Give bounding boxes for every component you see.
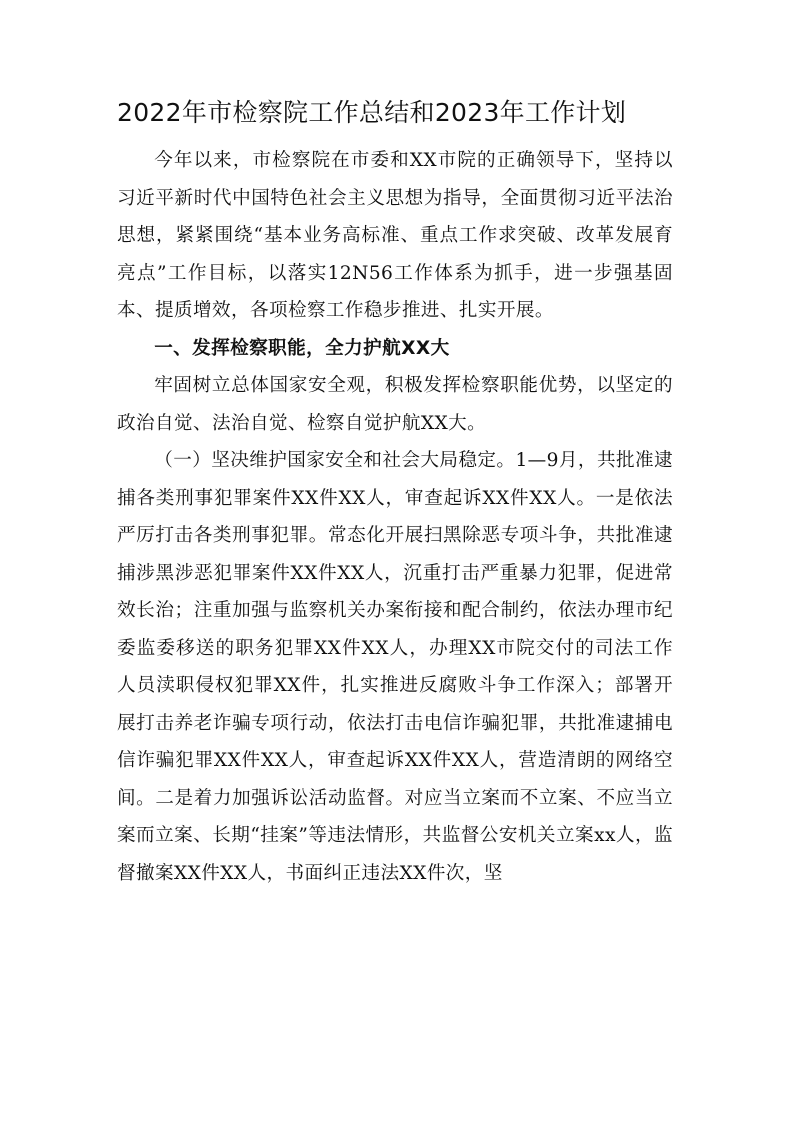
subsection-1-paragraph: （一）坚决维护国家安全和社会大局稳定。1—9月，共批准逮捕各类刑事犯罪案件XX件XX人，审查起诉XX件XX人。一是依法严厉打击各类刑事犯罪。常态化开展扫黑除恶专项斗争，共批准逮捕涉黑涉恶犯罪案件XX件XX人，沉重打击严重暴力犯罪，促进常效长治；注重加强与监察机关办案衔接和配合制约，依法办理市纪委监委移送的职务犯罪XX件XX人，办理XX市院交付的司法工作人员渎职侵权犯罪XX件，扎实推进反腐败斗争工作深入；部署开展打击养老诈骗专项行动，依法打击电信诈骗犯罪，共批准逮捕电信诈骗犯罪XX件XX人，审查起诉XX件XX人，营造清朗的网络空间。二是着力加强诉讼活动监督。对应当立案而不立案、不应当立案而立案、长期“挂案”等违法情形，共监督公安机关立案xx人，监督撤案XX件XX人，书面纠正违法XX件次，坚 xyxy=(117,450,673,884)
section-1-paragraph: 牢固树立总体国家安全观，积极发挥检察职能优势，以坚定的政治自觉、法治自觉、检察自觉护航XX大。 xyxy=(117,375,673,434)
document-title: 2022年市检察院工作总结和2023年工作计划 xyxy=(117,98,627,127)
intro-paragraph: 今年以来，市检察院在市委和XX市院的正确领导下，坚持以习近平新时代中国特色社会主义思想为指导，全面贯彻习近平法治思想，紧紧围绕“基本业务高标准、重点工作求突破、改革发展育亮点”工作目标，以落实12N56工作体系为抓手，进一步强基固本、提质增效，各项检察工作稳步推进、扎实开展。 xyxy=(117,150,673,321)
document-page xyxy=(117,96,673,892)
section-heading-1: 一、发挥检察职能，全力护航XX大 xyxy=(154,337,450,359)
